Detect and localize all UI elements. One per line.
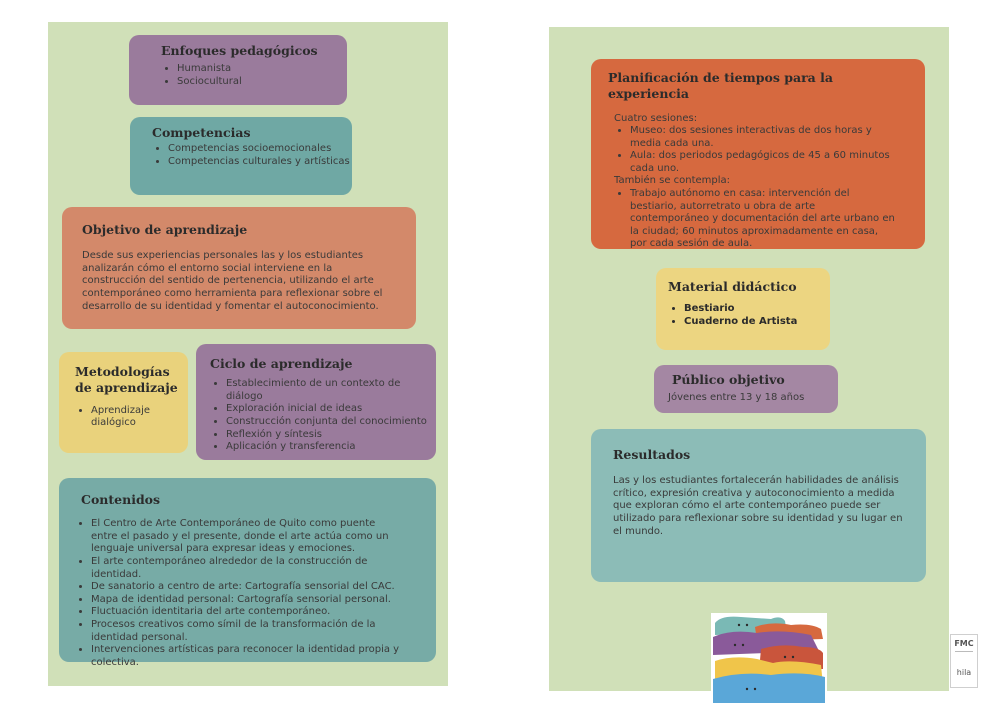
contenidos-card	[59, 478, 436, 668]
resultados-text: Las y los estudiantes fortalecerán habilidades de análisis crítico, expresión creativa y autoconocimiento a medida que exploran cómo el arte contemporáneo puede ser utilizado para reflexionar sobre su identidad y su lugar en el mundo.	[613, 475, 903, 537]
list-item: • Exploración inicial de ideas	[226, 403, 436, 416]
ciclo-list	[210, 378, 436, 454]
metodologias-card	[59, 352, 188, 453]
right-page	[549, 27, 949, 691]
list-item: • Reflexión y síntesis	[226, 429, 436, 442]
objetivo-title: Objetivo de aprendizaje	[82, 222, 248, 237]
left-page	[48, 22, 448, 686]
fmc-logo	[950, 634, 978, 688]
list-item: • Cuaderno de Artista	[684, 316, 830, 329]
material-card	[656, 268, 830, 350]
publico-text: Jóvenes entre 13 y 18 años	[668, 392, 805, 404]
planificacion-intro: Cuatro sesiones:	[614, 112, 698, 124]
planificacion-card	[591, 59, 925, 249]
enfoques-list	[161, 63, 347, 88]
competencias-title: Competencias	[152, 125, 251, 140]
logo-divider	[955, 651, 973, 652]
planificacion-list-1	[608, 125, 895, 175]
list-item: • Mapa de identidad personal: Cartografía sensorial personal.	[91, 594, 402, 607]
metodologias-list	[75, 405, 180, 430]
list-item: • Procesos creativos como símil de la transformación de la identidad personal.	[91, 619, 402, 644]
objetivo-card	[62, 207, 416, 329]
planificacion-title: Planificación de tiempos para la experiencia	[608, 70, 833, 102]
contenidos-list	[75, 518, 402, 669]
list-item: • Aprendizaje dialógico	[91, 405, 180, 430]
resultados-card	[591, 429, 926, 582]
competencias-card	[130, 117, 352, 195]
metodologias-title: Metodologías de aprendizaje	[75, 364, 178, 396]
list-item: • Establecimiento de un contexto de diálogo	[226, 378, 436, 403]
list-item: • El arte contemporáneo alrededor de la construcción de identidad.	[91, 556, 402, 581]
resultados-title: Resultados	[613, 447, 691, 462]
material-list	[668, 303, 830, 328]
ciclo-title: Ciclo de aprendizaje	[210, 356, 353, 371]
list-item: • Fluctuación identitaria del arte contemporáneo.	[91, 606, 402, 619]
list-item: • Aplicación y transferencia	[226, 441, 436, 454]
planificacion-intro-2: También se contempla:	[614, 175, 731, 187]
contenidos-title: Contenidos	[81, 492, 161, 507]
list-item: • El Centro de Arte Contemporáneo de Quito como puente entre el pasado y el presente, donde el arte actúa como un lenguaje universal para expresar ideas y emociones.	[91, 518, 402, 556]
list-item: • Bestiario	[684, 303, 830, 316]
blue-character	[713, 673, 825, 703]
enfoques-title: Enfoques pedagógicos	[161, 43, 318, 58]
hila-logo-text: hila	[956, 668, 972, 677]
list-item: • Museo: dos sesiones interactivas de dos horas y media cada una.	[630, 125, 895, 150]
publico-card	[654, 365, 838, 413]
competencias-list	[152, 143, 352, 168]
list-item: • Construcción conjunta del conocimiento	[226, 416, 436, 429]
objetivo-text: Desde sus experiencias personales las y los estudiantes analizarán cómo el entorno social interviene en la construcción del sentido de pertenencia, utilizando el arte contemporáneo como herramienta para reflexionar sobre el desarrollo de su identidad y fomentar el autoconocimiento.	[82, 250, 383, 312]
list-item: • De sanatorio a centro de arte: Cartografía sensorial del CAC.	[91, 581, 402, 594]
ciclo-card	[196, 344, 436, 460]
list-item: • Trabajo autónomo en casa: intervención del bestiario, autorretrato u obra de arte contemporáneo y documentación del arte urbano en la ciudad; 60 minutos aproximadamente en casa, por cada sesión de aula.	[630, 188, 895, 251]
list-item: • Competencias socioemocionales	[168, 143, 352, 156]
list-item: • Aula: dos periodos pedagógicos de 45 a 60 minutos cada uno.	[630, 150, 895, 175]
list-item: • Humanista	[177, 63, 347, 76]
list-item: • Intervenciones artísticas para reconocer la identidad propia y colectiva.	[91, 644, 402, 669]
list-item: • Sociocultural	[177, 76, 347, 89]
characters-illustration	[711, 613, 827, 703]
planificacion-list-2	[608, 188, 895, 251]
list-item: • Competencias culturales y artísticas	[168, 156, 352, 169]
publico-title: Público objetivo	[672, 372, 785, 387]
enfoques-card	[129, 35, 347, 105]
material-title: Material didáctico	[668, 279, 797, 294]
fmc-logo-text: FMC	[954, 639, 974, 648]
